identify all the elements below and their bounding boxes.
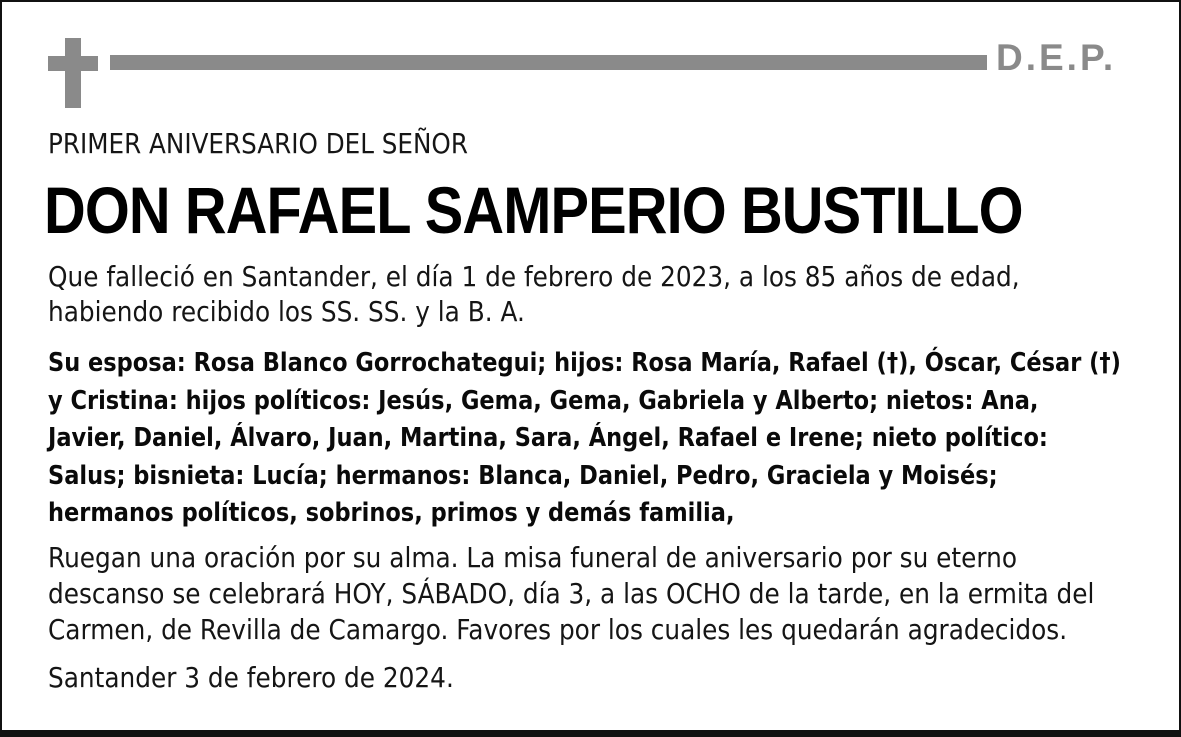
family-paragraph <box>48 345 1121 533</box>
dep-label: D.E.P. <box>996 37 1117 78</box>
dateline: Santander 3 de febrero de 2024. <box>48 661 454 694</box>
notice-subtitle: PRIMER ANIVERSARIO DEL SEÑOR <box>48 127 468 160</box>
deceased-name: DON RAFAEL SAMPERIO BUSTILLO <box>44 173 1023 247</box>
prayer-paragraph <box>48 540 1121 648</box>
family-line: hermanos políticos, sobrinos, primos y demás familia, <box>48 498 735 528</box>
intro-line: Que falleció en Santander, el día 1 de febrero de 2023, a los 85 años de edad, <box>48 260 1020 293</box>
cross-horizontal-bar <box>48 56 98 71</box>
cross-icon <box>48 38 98 108</box>
prayer-line: descanso se celebrará HOY, SÁBADO, día 3, a las OCHO de la tarde, en la ermita del <box>48 577 1095 610</box>
intro-paragraph <box>48 259 1121 329</box>
cross-vertical-bar <box>65 38 81 108</box>
family-line: y Cristina: hijos políticos: Jesús, Gema, Gema, Gabriela y Alberto; nietos: Ana, <box>48 385 1039 416</box>
prayer-line: Carmen, de Revilla de Camargo. Favores por los cuales les quedarán agradecidos. <box>48 613 1068 646</box>
intro-line: habiendo recibido los SS. SS. y la B. A. <box>48 295 525 328</box>
family-line: Su esposa: Rosa Blanco Gorrochategui; hijos: Rosa María, Rafael (†), Óscar, César (†) <box>48 348 1121 378</box>
header-rule <box>110 55 987 70</box>
family-line: Salus; bisnieta: Lucía; hermanos: Blanca, Daniel, Pedro, Graciela y Moisés; <box>48 460 998 491</box>
prayer-line: Ruegan una oración por su alma. La misa funeral de aniversario por su eterno <box>48 541 1017 574</box>
family-line: Javier, Daniel, Álvaro, Juan, Martina, Sara, Ángel, Rafael e Irene; nieto político: <box>48 423 1048 453</box>
